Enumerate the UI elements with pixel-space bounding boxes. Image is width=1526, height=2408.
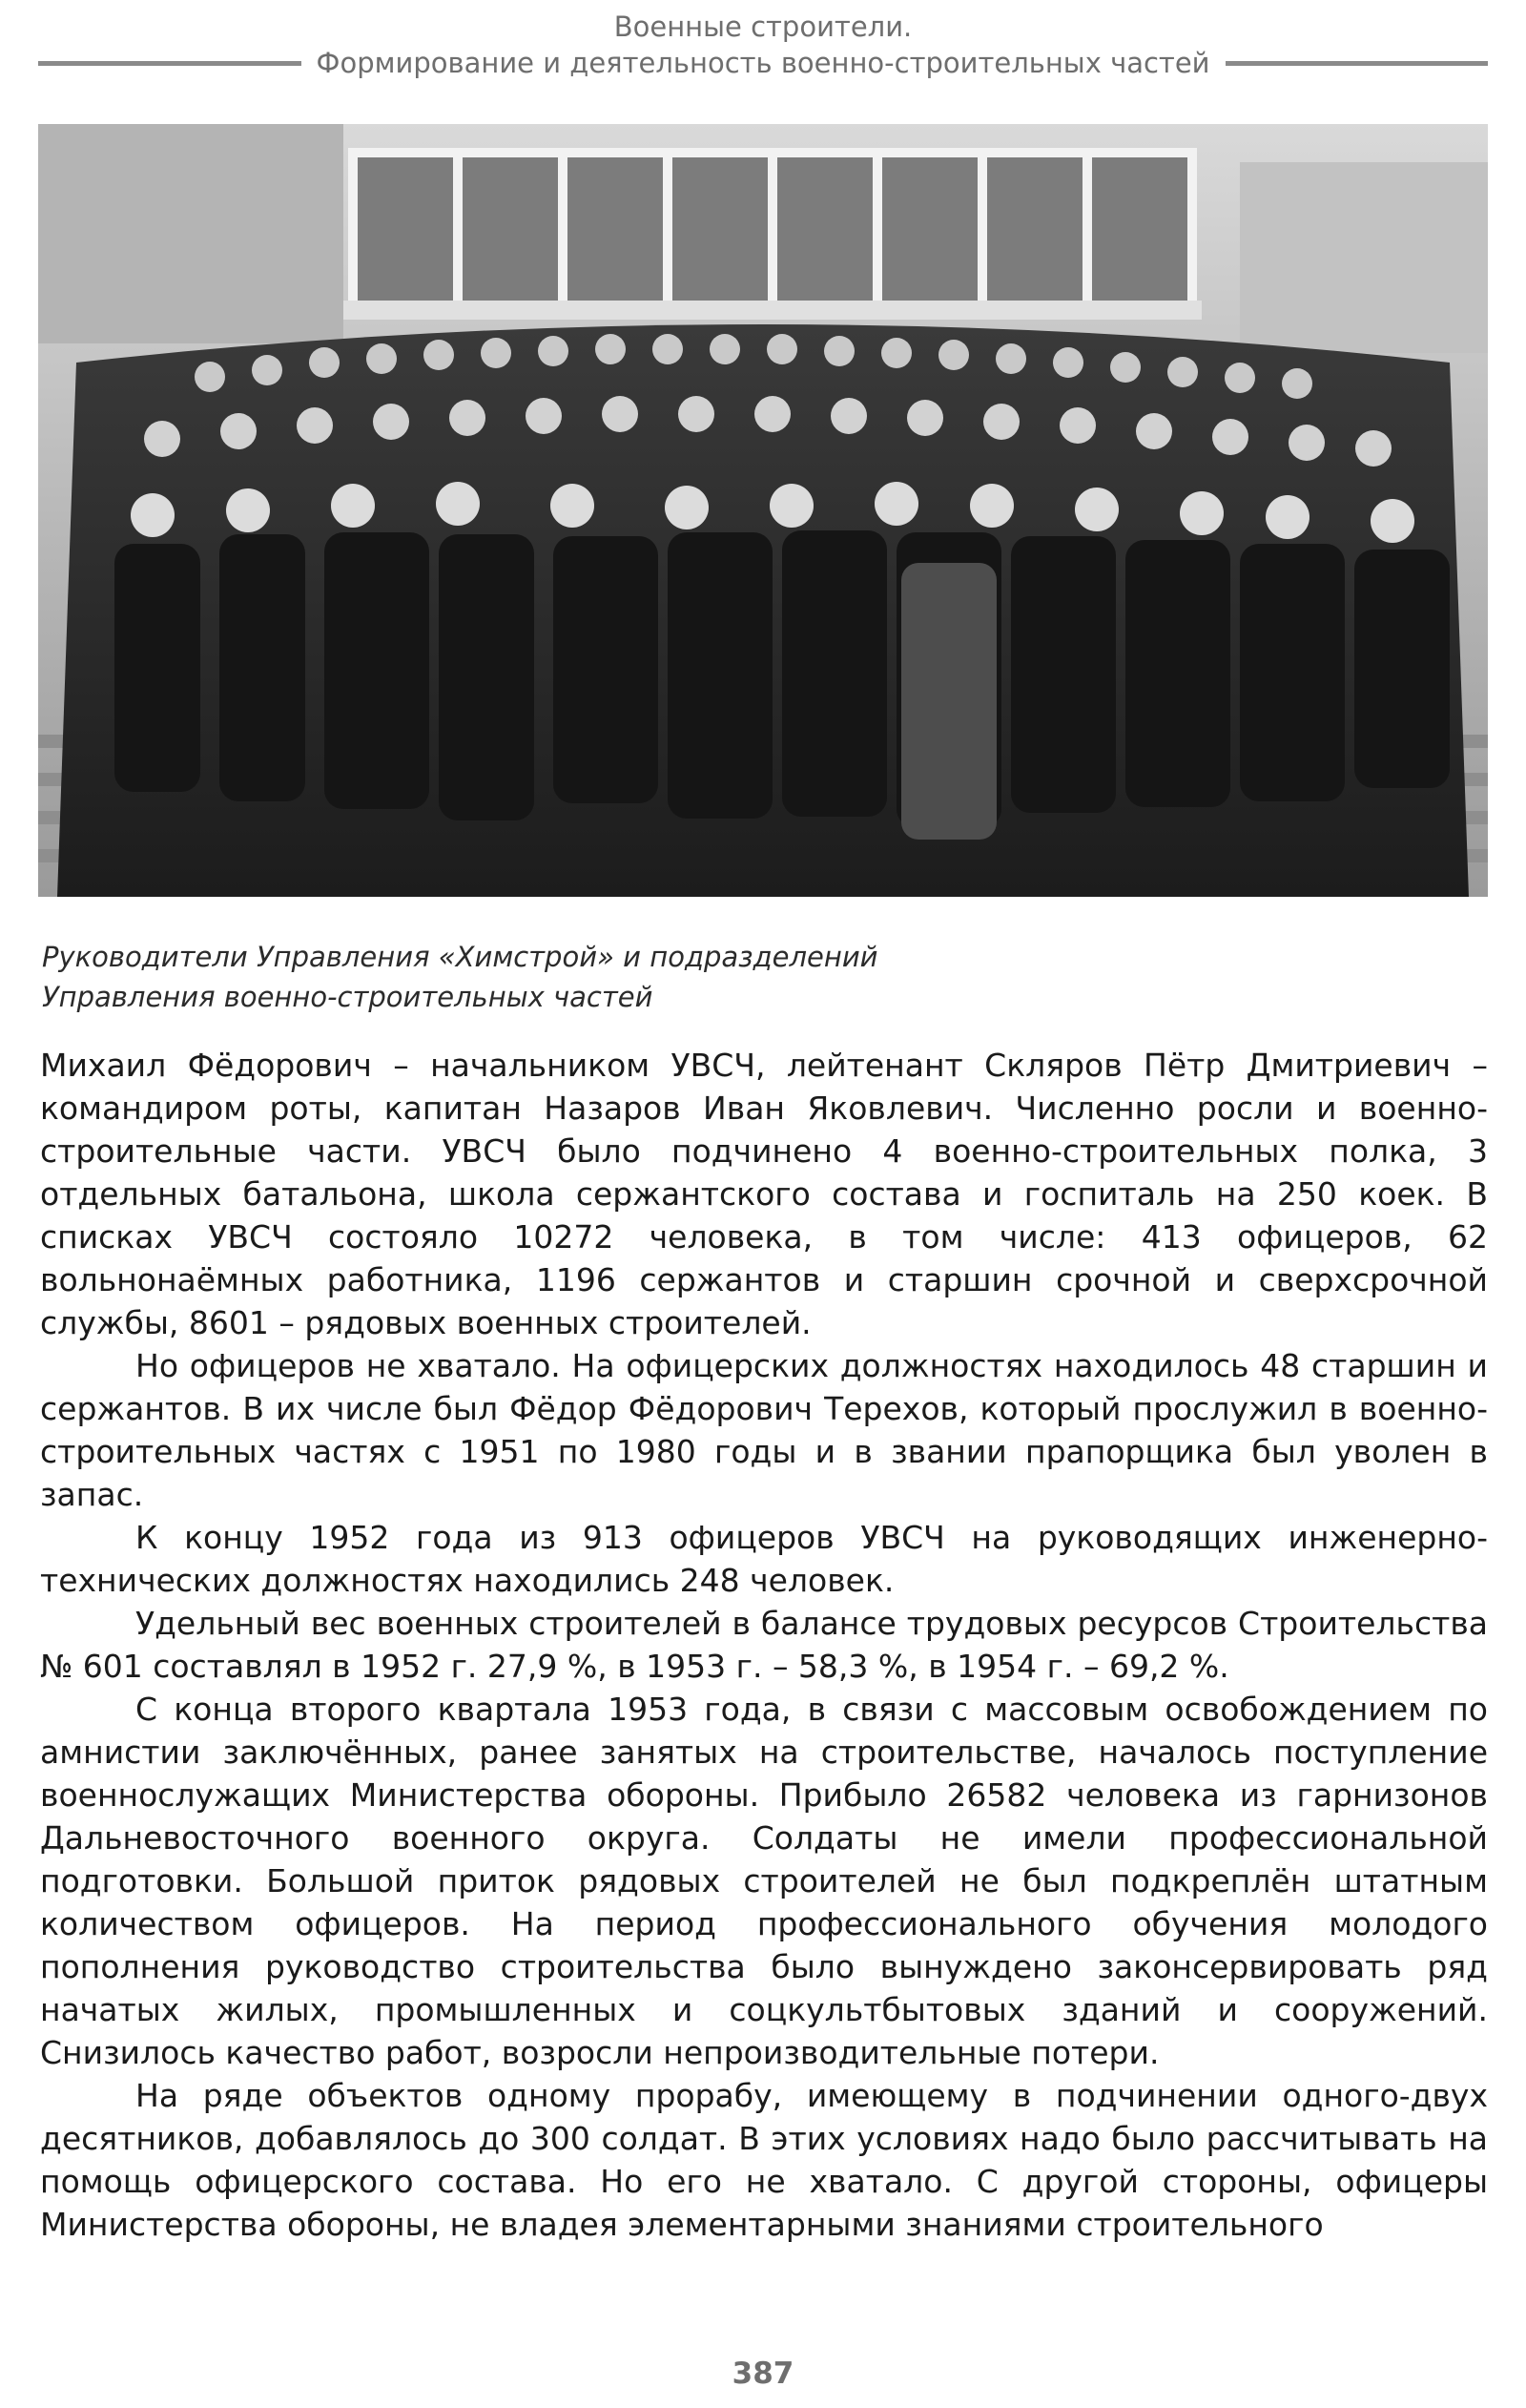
- body-text: [40, 1044, 1488, 2246]
- running-head-title: Военные строители.: [613, 10, 913, 43]
- paragraph: С конца второго квартала 1953 года, в связи с массовым освобождением по амнистии заключённых, ранее занятых на строительстве, началось поступление военнослужащих Министерства обороны. Прибыло 26582 человека из гарнизонов Дальневосточного военного округа. Солдаты не имели профессиональной подготовки. Большой приток рядовых строителей не был подкреплён штатным количеством офицеров. На период профессионального обучения молодого пополнения руководство строительства было вынуждено законсервировать ряд начатых жилых, промышленных и соцкультбытовых зданий и сооружений. Снизилось качество работ, возросли непроизводительные потери.: [40, 1691, 1488, 2071]
- paragraph: Удельный вес военных строителей в балансе трудовых ресурсов Строительства № 601 составлял в 1952 г. 27,9 %, в 1953 г. – 58,3 %, в 1954 г. – 69,2 %.: [40, 1605, 1488, 1685]
- photo-caption: [42, 937, 1473, 1017]
- paragraph: Но офицеров не хватало. На офицерских должностях находилось 48 старшин и сержантов. В их числе был Фёдор Фёдорович Терехов, который прослужил в военно-строительных частях с 1951 по 1980 годы и в звании прапорщика был уволен в запас.: [40, 1347, 1488, 1513]
- running-head-rule-left: [38, 61, 301, 66]
- caption-line-1: Руководители Управления «Химстрой» и подразделений: [42, 941, 878, 973]
- running-head-rule-right: [1226, 61, 1489, 66]
- page-number: 387: [732, 2356, 794, 2391]
- paragraph: На ряде объектов одному прорабу, имеющему в подчинении одного-двух десятников, добавлялось до 300 солдат. В этих условиях надо было рассчитывать на помощь офицерского состава. Но его не хватало. С другой стороны, офицеры Министерства обороны, не владея элементарными знаниями строительного: [40, 2077, 1488, 2243]
- paragraph: Михаил Фёдорович – начальником УВСЧ, лейтенант Скляров Пётр Дмитриевич – командиром роты, капитан Назаров Иван Яковлевич. Численно росли и военно-строительные части. УВСЧ было подчинено 4 военно-строительных полка, 3 отдельных батальона, школа сержантского состава и госпиталь на 250 коек. В списках УВСЧ состояло 10272 человека, в том числе: 413 офицеров, 62 вольнонаёмных работника, 1196 сержантов и старшин срочной и сверхсрочной службы, 8601 – рядовых военных строителей.: [40, 1047, 1488, 1341]
- running-head-subtitle: Формирование и деятельность военно-строительных частей: [316, 47, 1210, 79]
- caption-line-2: Управления военно-строительных частей: [42, 981, 653, 1013]
- paragraph: К концу 1952 года из 913 офицеров УВСЧ на руководящих инженерно-технических должностях находились 248 человек.: [40, 1519, 1488, 1599]
- running-head: [38, 10, 1488, 80]
- group-photo-image: [38, 124, 1488, 897]
- group-photo: [38, 124, 1488, 897]
